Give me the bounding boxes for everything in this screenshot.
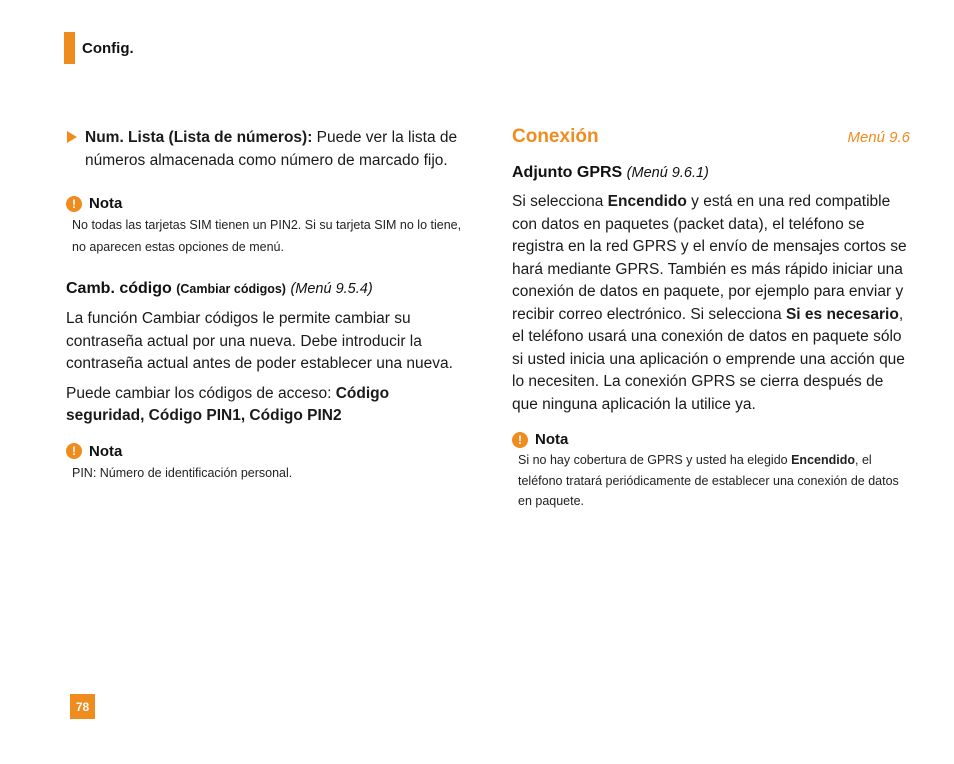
num-lista-item: [66, 126, 466, 172]
note-pin: [66, 443, 466, 485]
page-number: 78: [70, 694, 95, 719]
access-codes-paragraph: [66, 383, 466, 428]
note-text: No todas las tarjetas SIM tienen un PIN2. Si su tarjeta SIM no lo tiene, no aparecen estas opciones de menú.: [72, 218, 462, 254]
num-lista-label: Num. Lista (Lista de números):: [85, 129, 313, 146]
access-codes-lead: Puede cambiar los códigos de acceso:: [66, 384, 336, 402]
camb-codigo-menu: (Menú 9.5.4): [290, 281, 373, 297]
camb-codigo-title: Camb. código: [66, 280, 172, 297]
conexion-heading: [512, 126, 910, 148]
exclamation-circle-icon: !: [512, 432, 528, 448]
note-header: [66, 195, 466, 212]
adjunto-gprs-menu: (Menú 9.6.1): [626, 165, 709, 181]
section-title: Config.: [82, 40, 134, 57]
note-text-a: Si no hay cobertura de GPRS y usted ha elegido: [518, 453, 792, 467]
note-title: Nota: [89, 195, 123, 212]
note-gprs: [512, 431, 910, 512]
triangle-right-icon: [67, 131, 77, 143]
adjunto-gprs-heading: [512, 164, 910, 182]
exclamation-circle-icon: !: [66, 196, 82, 212]
gprs-text-a: Si selecciona: [512, 193, 608, 210]
conexion-title: Conexión: [512, 126, 599, 147]
gprs-option-si-es-necesario: Si es necesario: [785, 305, 899, 323]
gprs-text-c: y está en una red compatible con datos en paquetes (packet data), el teléfono se registra en la red GPRS y el envío de mensajes cortos se hará mediante GPRS. También es más rápido iniciar una conexión de datos en paquete, por ejemplo para enviar y recibir correo electrónico. Si selecciona: [512, 193, 907, 323]
conexion-menu: Menú 9.6: [847, 129, 910, 146]
camb-codigo-subtitle: (Cambiar códigos): [176, 282, 286, 296]
note-text: [512, 450, 910, 512]
adjunto-gprs-paragraph: [512, 191, 910, 416]
note-text-encendido: Encendido: [791, 453, 855, 467]
left-column: [66, 126, 466, 484]
camb-codigo-paragraph: La función Cambiar códigos le permite cambiar su contraseña actual por una nueva. Debe introducir la contraseña actual antes de poder establecer una nueva.: [66, 310, 453, 372]
note-text: PIN: Número de identificación personal.: [72, 465, 293, 480]
note-sim: [66, 195, 466, 258]
note-title: Nota: [535, 431, 569, 448]
camb-codigo-heading: [66, 280, 466, 298]
note-header: [66, 443, 466, 460]
exclamation-circle-icon: !: [66, 443, 82, 459]
section-marker: [64, 32, 75, 64]
note-header: [512, 431, 910, 448]
num-lista-text: Puede ver la lista de números almacenada como número de marcado fijo.: [85, 129, 458, 169]
gprs-option-encendido: Encendido: [607, 193, 687, 210]
gprs-text-e: , el teléfono usará una conexión de datos en paquete sólo si usted inicia una aplicación o emprende una acción que lo necesiten. La conexión GPRS se cierra después de que ninguna aplicación la utilice ya.: [512, 305, 905, 413]
access-codes-list: Código seguridad, Código PIN1, Código PIN2: [66, 384, 390, 424]
note-text-c: , el teléfono tratará periódicamente de establecer una conexión de datos en paquete.: [518, 453, 899, 508]
note-title: Nota: [89, 442, 123, 460]
adjunto-gprs-title: Adjunto GPRS: [512, 164, 623, 181]
right-column: [512, 126, 910, 512]
